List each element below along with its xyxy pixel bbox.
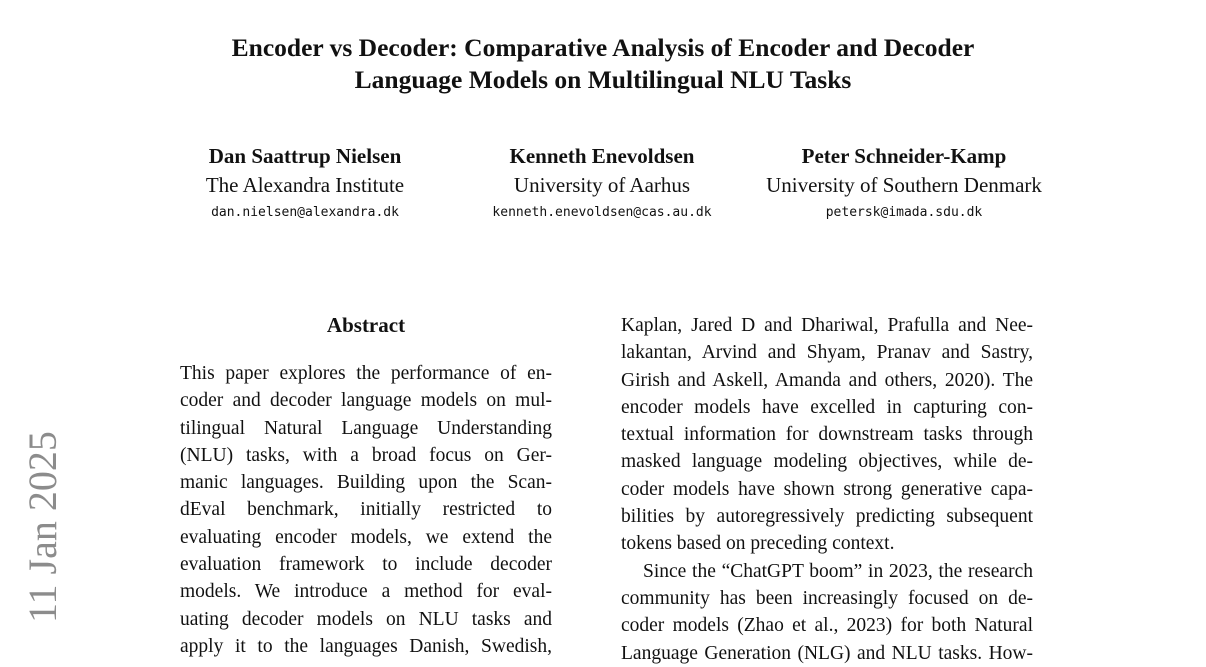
intro-body <box>621 312 1033 667</box>
author-name: Dan Saattrup Nielsen <box>208 144 402 168</box>
author-affiliation: University of Aarhus <box>513 173 691 197</box>
body-line: Since the “ChatGPT boom” in 2023, the research <box>643 560 1033 582</box>
body-line: Kaplan, Jared D and Dhariwal, Prafulla and Nee- <box>621 315 1033 336</box>
abstract-line: uating decoder models on NLU tasks and <box>180 608 552 630</box>
author-email: dan.nielsen@alexandra.dk <box>211 205 399 220</box>
abstract-line: models. We introduce a method for eval- <box>180 581 552 603</box>
author-affiliation: University of Southern Denmark <box>766 173 1042 197</box>
author-affiliation: The Alexandra Institute <box>205 173 405 197</box>
abstract-line: dEval benchmark, initially restricted to <box>180 499 552 521</box>
abstract-line: apply it to the languages Danish, Swedish, <box>180 635 552 657</box>
body-line: encoder models have excelled in capturing con- <box>621 396 1033 418</box>
body-line: tokens based on preceding context. <box>621 533 895 555</box>
author-name: Kenneth Enevoldsen <box>509 144 695 168</box>
paper-title <box>0 32 1206 96</box>
body-line: community has been increasingly focused on de- <box>621 587 1033 609</box>
abstract-line: tilingual Natural Language Understanding <box>180 417 552 439</box>
abstract-line: (NLU) tasks, with a broad focus on Ger- <box>180 444 552 466</box>
body-line: lakantan, Arvind and Shyam, Pranav and Sastry, <box>621 342 1033 364</box>
abstract-body <box>180 360 552 660</box>
paper-title-line-1: Encoder vs Decoder: Comparative Analysis of Encoder and Decoder <box>231 33 975 62</box>
abstract-line: evaluation framework to include decoder <box>180 554 552 576</box>
body-line: bilities by autoregressively predicting subsequent <box>621 506 1033 528</box>
abstract-line: evaluating encoder models, we extend the <box>180 526 552 548</box>
abstract-line: This paper explores the performance of en- <box>180 363 552 384</box>
body-line: Girish and Askell, Amanda and others, 2020). The <box>621 369 1033 391</box>
paper-title-line-2: Language Models on Multilingual NLU Tasks <box>354 65 852 94</box>
author-email: petersk@imada.sdu.dk <box>825 205 983 220</box>
abstract-line: coder and decoder language models on mul- <box>180 390 552 412</box>
author-name: Peter Schneider-Kamp <box>801 144 1007 168</box>
body-line: textual information for downstream tasks through <box>621 424 1033 446</box>
author-email: kenneth.enevoldsen@cas.au.dk <box>492 205 712 220</box>
arxiv-date-stamp: 11 Jan 2025 <box>20 431 65 623</box>
abstract-heading: Abstract <box>326 313 406 337</box>
abstract-line: manic languages. Building upon the Scan- <box>180 472 552 494</box>
body-line: Language Generation (NLG) and NLU tasks. How- <box>621 642 1033 664</box>
author-block <box>744 142 1064 226</box>
author-block <box>456 142 748 226</box>
body-line: coder models (Zhao et al., 2023) for both Natural <box>621 615 1033 637</box>
body-line: masked language modeling objectives, while de- <box>621 451 1033 473</box>
author-block <box>160 142 450 226</box>
body-line: coder models have shown strong generative capa- <box>621 478 1033 500</box>
